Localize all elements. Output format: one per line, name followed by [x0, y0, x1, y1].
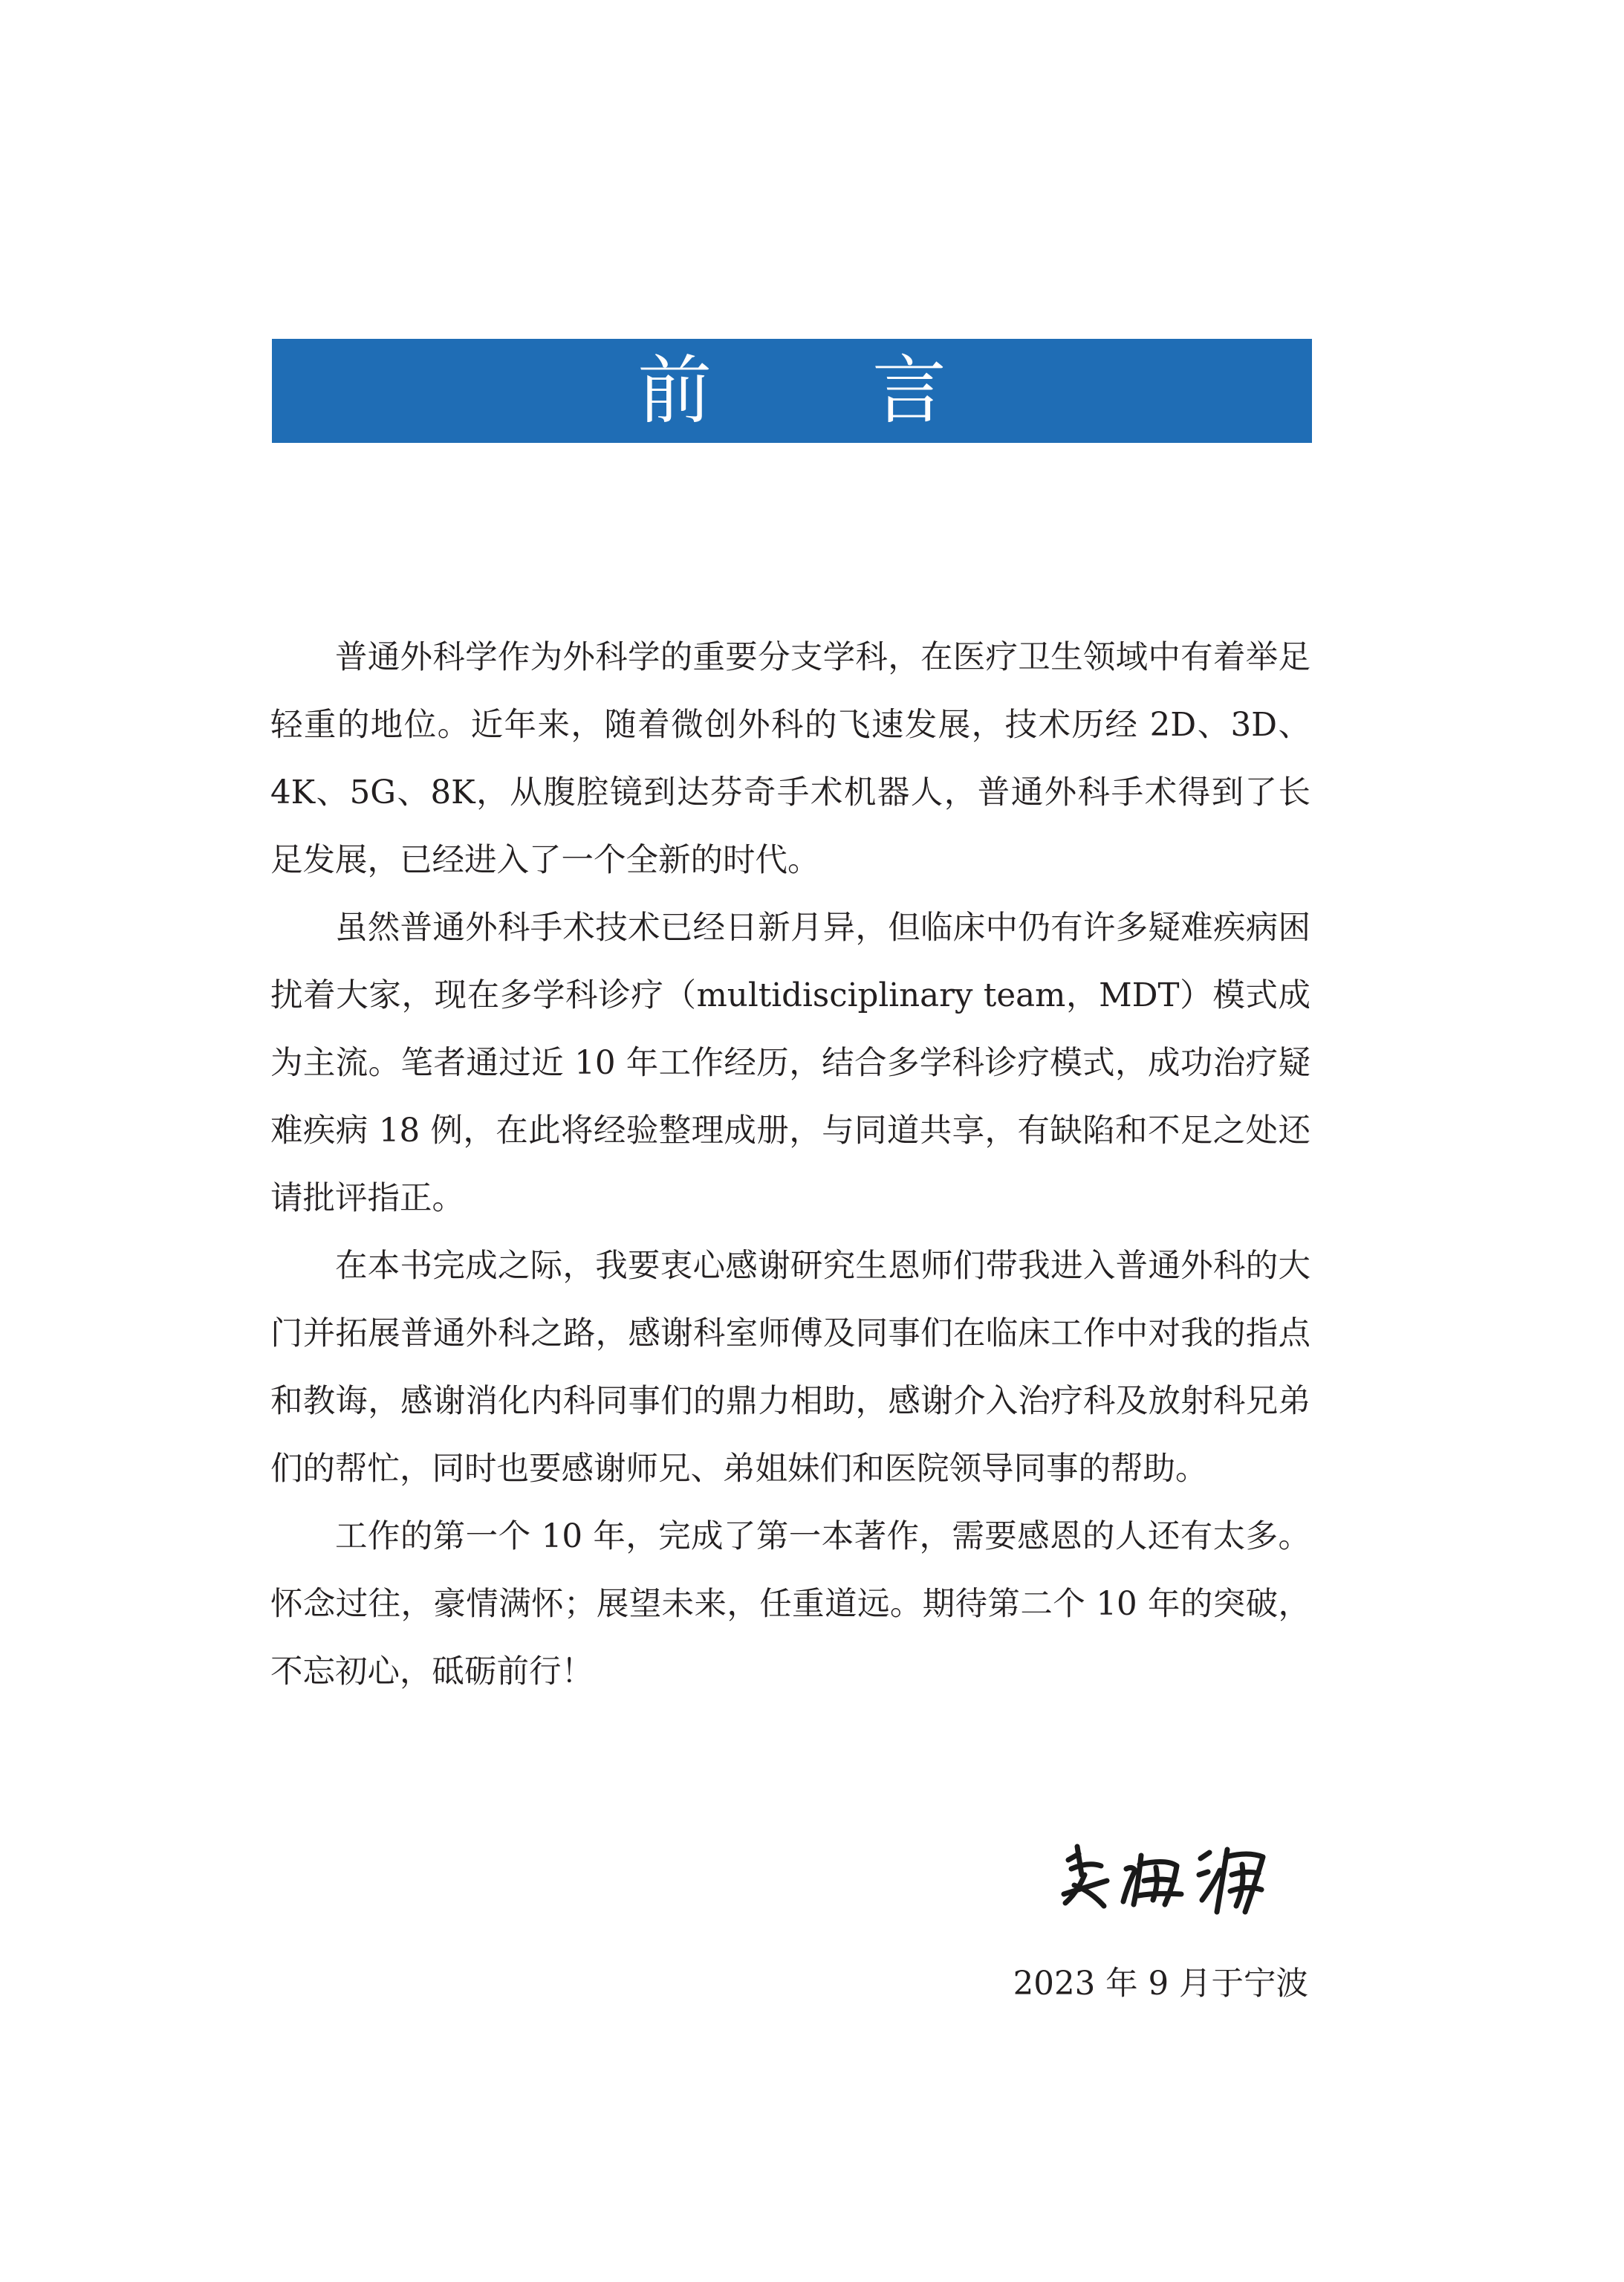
paragraph-3: 在本书完成之际，我要衷心感谢研究生恩师们带我进入普通外科的大门并拓展普通外科之路，感谢科室师傅及同事们在临床工作中对我的指点和教诲，感谢消化内科同事们的鼎力相助，感谢介入治疗科及放射科兄弟们的帮忙，同时也要感谢师兄、弟姐妹们和医院领导同事的帮助。 [270, 1248, 1310, 1488]
page-title: 前 言 [637, 347, 1015, 434]
paragraph-2: 虽然普通外科手术技术已经日新月异，但临床中仍有许多疑难疾病困扰着大家，现在多学科诊疗（multidisciplinary team，MDT）模式成为主流。笔者通过近 10 年工作经历，结合多学科诊疗模式，成功治疗疑难疾病 18 例，在此将经验整理成册，与同道共享，有缺陷和不足之处还请批评指正。 [270, 910, 1310, 1217]
preface-body [270, 624, 1310, 1706]
signature-date: 2023 年 9 月于宁波 [1013, 1965, 1308, 2003]
paragraph-1: 普通外科学作为外科学的重要分支学科，在医疗卫生领域中有着举足轻重的地位。近年来，随着微创外科的飞速发展，技术历经 2D、3D、4K、5G、8K，从腹腔镜到达芬奇手术机器人，普通外科手术得到了长足发展，已经进入了一个全新的时代。 [270, 639, 1310, 879]
handwritten-signature [1055, 1832, 1278, 1925]
paragraph-4: 工作的第一个 10 年，完成了第一本著作，需要感恩的人还有太多。怀念过往，豪情满怀；展望未来，任重道远。期待第二个 10 年的突破，不忘初心，砥砺前行！ [270, 1518, 1310, 1691]
title-banner [272, 339, 1312, 443]
